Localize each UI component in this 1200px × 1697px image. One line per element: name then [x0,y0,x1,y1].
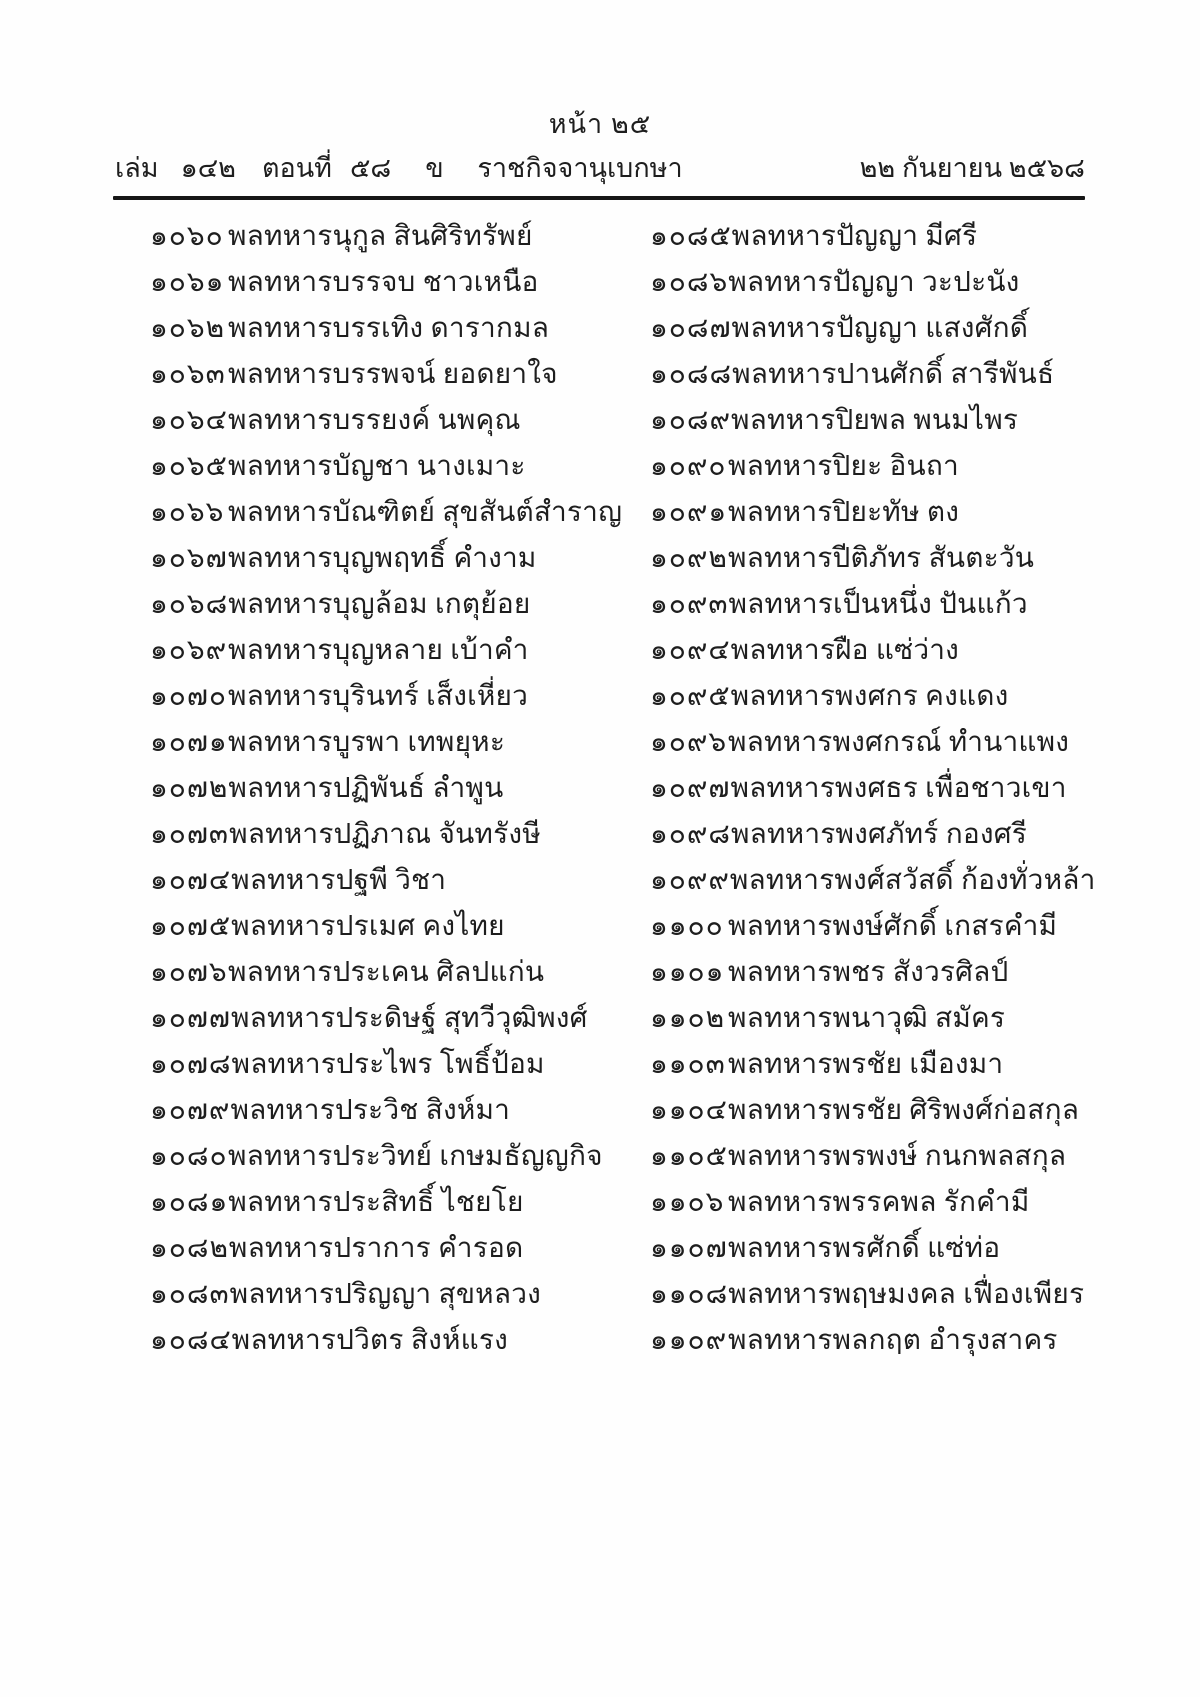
entry-name: พลทหารประวิช สิงห์มา [230,1095,511,1126]
entry-number: ๑๐๘๒ [150,1233,229,1264]
header-divider-rule [113,196,1085,200]
list-item [150,260,620,306]
list-item [150,904,620,950]
list-item [150,1318,620,1364]
entry-name: พลทหารพรรคพล รักคำมี [728,1187,1030,1218]
entry-name: พลทหารบรรพจน์ ยอดยาใจ [228,359,558,390]
entry-number: ๑๐๙๙ [650,865,730,896]
entry-number: ๑๐๗๕ [150,911,232,942]
list-item [150,444,620,490]
entry-number: ๑๐๘๑ [150,1187,229,1218]
entry-name: พลทหารบูรพา เทพยุหะ [228,727,506,758]
entry-name: พลทหารพชร สังวรศิลป์ [728,957,1009,988]
list-item [650,766,1150,812]
list-item [150,996,620,1042]
entry-name: พลทหารปริญญา สุขหลวง [229,1279,541,1310]
entry-name: พลทหารพลกฤต อำรุงสาคร [728,1325,1058,1356]
entry-name: พลทหารบรรเทิง ดารากมล [228,313,550,344]
entry-number: ๑๐๖๙ [150,635,228,666]
page-number-label: หน้า ๒๕ [548,109,652,139]
entry-name: พลทหารปัญญา มีศรี [731,221,978,252]
list-item [150,950,620,996]
list-item [650,490,1150,536]
entry-number: ๑๑๐๑ [650,957,725,988]
volume-part-info [115,148,444,188]
list-item [150,214,620,260]
entry-number: ๑๐๘๗ [650,313,732,344]
list-item [650,674,1150,720]
list-item [150,1226,620,1272]
list-item [150,858,620,904]
entry-name: พลทหารประดิษฐ์ สุทวีวุฒิพงศ์ [230,1003,588,1034]
entry-number: ๑๐๗๘ [150,1049,232,1080]
entry-number: ๑๐๗๑ [150,727,228,758]
entry-name: พลทหารปฐพี วิชา [231,865,447,896]
entry-number: ๑๐๖๐ [150,221,224,252]
entry-number: ๑๐๙๔ [650,635,731,666]
entry-number: ๑๐๘๓ [150,1279,230,1310]
entry-number: ๑๐๖๓ [150,359,226,390]
list-item [150,628,620,674]
entry-number: ๑๐๖๕ [150,451,228,482]
list-item [650,1272,1150,1318]
list-item [650,720,1150,766]
entry-number: ๑๑๐๙ [650,1325,728,1356]
entry-name: พลทหารประสิทธิ์ ไชยโย [228,1187,524,1218]
entry-number: ๑๐๖๖ [150,497,225,528]
entry-name: พลทหารเป็นหนึ่ง ปันแก้ว [728,589,1028,620]
list-item [650,214,1150,260]
list-item [650,950,1150,996]
entry-number: ๑๐๗๙ [150,1095,231,1126]
entry-name: พลทหารปิยพล พนมไพร [730,405,1019,436]
entry-number: ๑๑๐๔ [650,1095,728,1126]
entry-number: ๑๐๘๔ [150,1325,232,1356]
entry-number: ๑๐๙๘ [650,819,731,850]
list-item [650,352,1150,398]
entry-name: พลทหารพนาวุฒิ สมัคร [728,1003,1006,1034]
list-item [650,1088,1150,1134]
entry-number: ๑๐๖๘ [150,589,229,620]
entry-name: พลทหารปราการ คำรอด [228,1233,524,1264]
list-item [650,812,1150,858]
list-item [150,352,620,398]
gazette-date: ๒๒ กันยายน ๒๕๖๘ [859,153,1085,183]
entry-number: ๑๐๘๕ [650,221,732,252]
entry-name: พลทหารฝือ แซ่ว่าง [730,635,960,666]
list-item [650,628,1150,674]
list-item [650,398,1150,444]
entry-number: ๑๐๙๐ [650,451,727,482]
entry-number: ๑๐๖๔ [150,405,228,436]
list-item [650,444,1150,490]
entry-number: ๑๐๘๙ [650,405,731,436]
entry-name: พลทหารปีติภัทร สันตะวัน [728,543,1035,574]
entry-number: ๑๑๐๘ [650,1279,729,1310]
name-list-column-right [650,214,1150,1364]
entry-name: พลทหารปวิตร สิงห์แรง [231,1325,509,1356]
entry-number: ๑๐๙๑ [650,497,728,528]
entry-name: พลทหารบัณฑิตย์ สุขสันต์สำราญ [228,497,623,528]
list-item [650,858,1150,904]
list-item [650,1180,1150,1226]
list-item [650,904,1150,950]
entry-name: พลทหารปานศักดิ์ สารีพันธ์ [732,359,1055,390]
list-item [650,1318,1150,1364]
list-item [150,490,623,536]
entry-number: ๑๑๐๕ [650,1141,728,1172]
entry-number: ๑๐๗๓ [150,819,230,850]
entry-name: พลทหารปัญญา แสงศักดิ์ [731,313,1029,344]
entry-number: ๑๐๗๔ [150,865,232,896]
list-item [150,1134,620,1180]
entry-number: ๑๐๖๗ [150,543,228,574]
entry-number: ๑๐๖๒ [150,313,226,344]
entry-number: ๑๐๘๖ [650,267,729,298]
entry-name: พลทหารบุญหลาย เบ้าคำ [228,635,529,666]
volume-number: ๑๔๒ [180,153,236,183]
entry-number: ๑๐๙๓ [650,589,729,620]
part-number: ๕๘ [349,153,392,183]
entry-name: พลทหารบุญล้อม เกตุย้อย [228,589,531,620]
entry-name: พลทหารปิยะ อินถา [728,451,959,482]
entry-name: พลทหารปิยะทัษ ตง [728,497,960,528]
entry-number: ๑๐๘๘ [650,359,733,390]
list-item [150,720,620,766]
entry-name: พลทหารพงศ์สวัสดิ์ ก้องทั่วหล้า [729,865,1096,896]
list-item [650,536,1150,582]
entry-number: ๑๐๖๑ [150,267,225,298]
entry-number: ๑๑๐๐ [650,911,724,942]
entry-name: พลทหารบรรยงค์ นพคุณ [228,405,521,436]
list-item [650,1226,1150,1272]
entry-name: พลทหารปัญญา วะปะนัง [728,267,1020,298]
entry-name: พลทหารบรรจบ ชาวเหนือ [228,267,539,298]
entry-number: ๑๐๙๖ [650,727,728,758]
entry-name: พลทหารพรชัย เมืองมา [728,1049,1004,1080]
list-item [150,812,620,858]
part-label: ตอนที่ [261,153,332,183]
volume-label: เล่ม [115,153,159,183]
list-item [650,306,1150,352]
list-item [150,306,620,352]
entry-number: ๑๐๗๖ [150,957,228,988]
entry-number: ๑๐๙๗ [650,773,731,804]
entry-name: พลทหารบัญชา นางเมาะ [228,451,526,482]
list-item [650,260,1150,306]
entry-name: พลทหารพรศักดิ์ แซ่ท่อ [728,1233,1001,1264]
entry-number: ๑๐๗๐ [150,681,228,712]
entry-name: พลทหารพฤษมงคล เฟื่องเพียร [728,1279,1085,1310]
entry-name: พลทหารบุญพฤทธิ์ คำงาม [228,543,537,574]
entry-name: พลทหารพงศกรณ์ ทำนาแพง [728,727,1070,758]
list-item [150,1180,620,1226]
list-item [150,1272,620,1318]
entry-number: ๑๐๘๐ [150,1141,228,1172]
entry-name: พลทหารประไพร โพธิ์ป้อม [231,1049,545,1080]
entry-number: ๑๐๗๗ [150,1003,231,1034]
entry-number: ๑๑๐๓ [650,1049,726,1080]
list-item [150,398,620,444]
entry-number: ๑๑๐๒ [650,1003,726,1034]
entry-name: พลทหารพงศภัทร์ กองศรี [730,819,1027,850]
entry-number: ๑๐๗๒ [150,773,229,804]
entry-number: ๑๐๙๒ [650,543,728,574]
list-item [650,1134,1150,1180]
list-item [150,766,620,812]
list-item [150,674,620,720]
entry-name: พลทหารปฏิพันธ์ ลำพูน [228,773,504,804]
entry-name: พลทหารนุกูล สินศิริทรัพย์ [228,221,533,252]
entry-number: ๑๑๐๗ [650,1233,728,1264]
list-item [150,1042,620,1088]
gazette-meta-row [115,148,1085,188]
list-item [650,582,1150,628]
list-item [650,1042,1150,1088]
entry-name: พลทหารประวิทย์ เกษมธัญญกิจ [228,1141,603,1172]
list-item [150,1088,620,1134]
list-item [150,536,620,582]
entry-number: ๑๑๐๖ [650,1187,725,1218]
entry-name: พลทหารบุรินทร์ เส็งเหี่ยว [228,681,529,712]
entry-name: พลทหารพงศธร เพื่อชาวเขา [730,773,1067,804]
entry-name: พลทหารพรชัย ศิริพงศ์ก่อสกุล [728,1095,1080,1126]
section-letter: ข [425,153,444,183]
entry-name: พลทหารพงศกร คงแดง [730,681,1009,712]
entry-number: ๑๐๙๕ [650,681,731,712]
list-item [650,996,1150,1042]
entry-name: พลทหารพรพงษ์ กนกพลสกุล [728,1141,1067,1172]
gazette-title: ราชกิจจานุเบกษา [477,153,683,183]
entry-name: พลทหารปฏิภาณ จันทรังษี [229,819,541,850]
entry-name: พลทหารปรเมศ คงไทย [231,911,505,942]
list-item [150,582,620,628]
entry-name: พลทหารประเคน ศิลปแก่น [228,957,545,988]
name-list-column-left [150,214,623,1364]
entry-name: พลทหารพงษ์ศักดิ์ เกสรคำมี [728,911,1058,942]
